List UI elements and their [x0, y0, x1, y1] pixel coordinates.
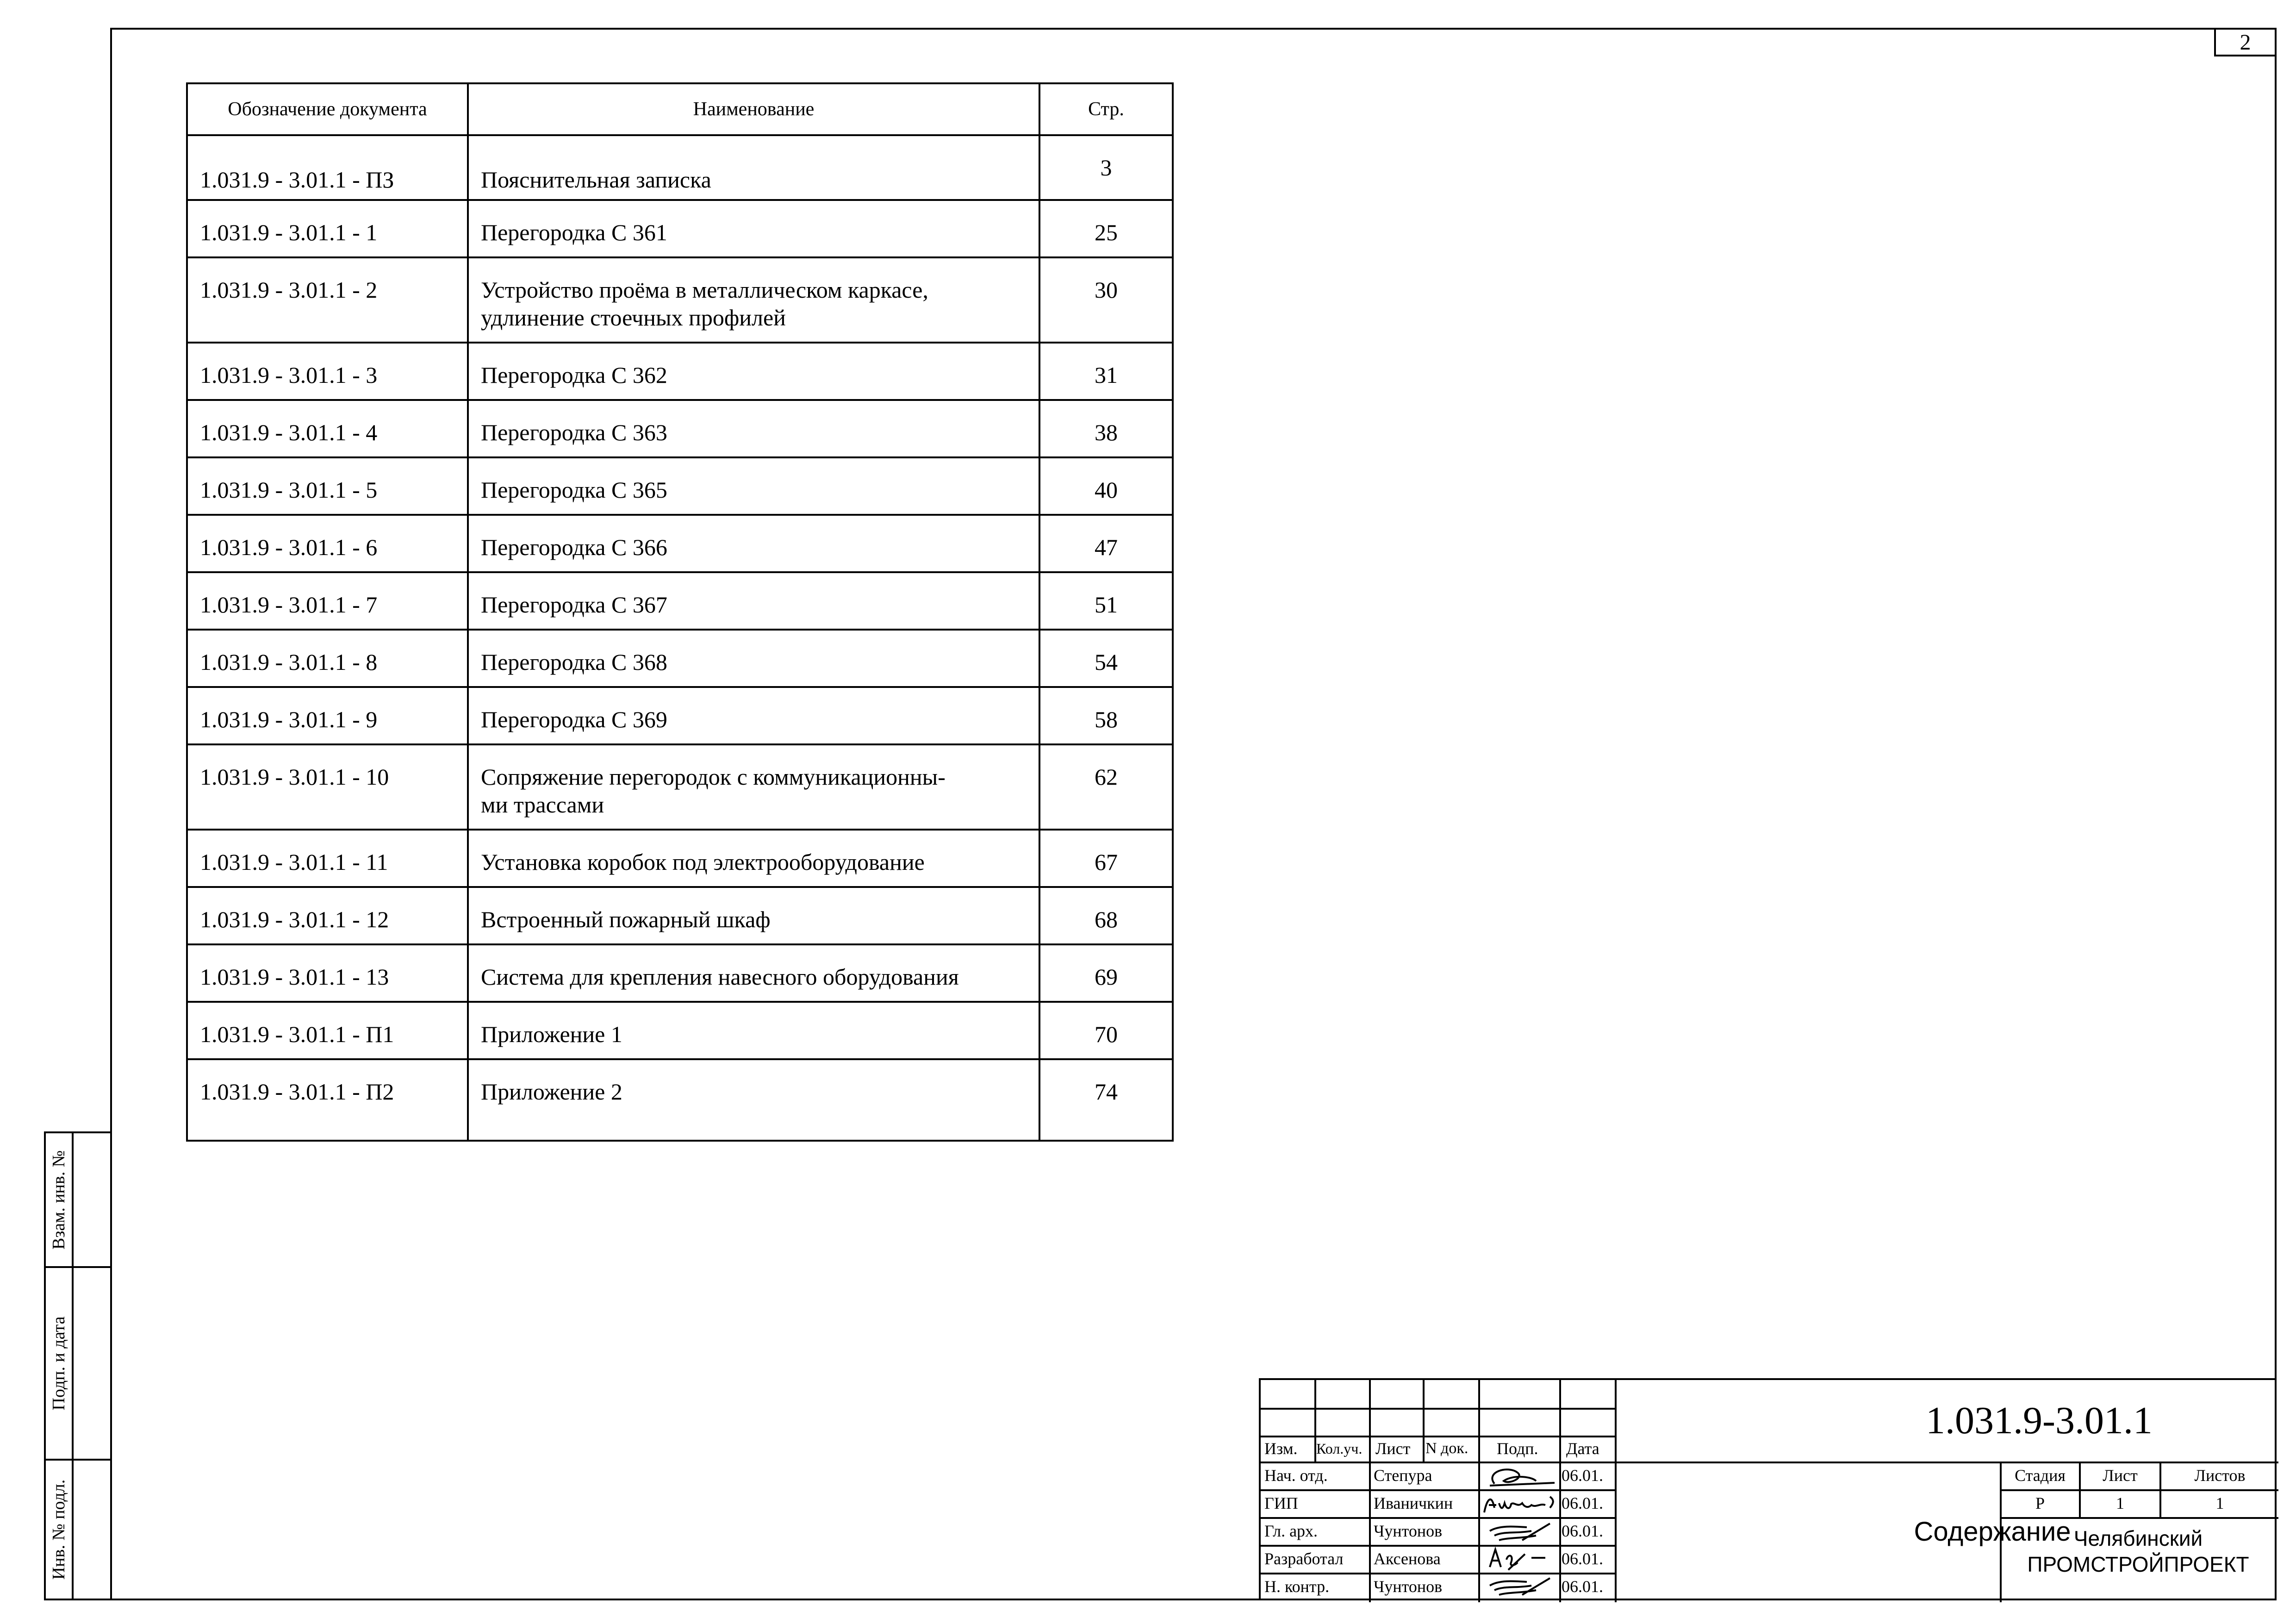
- table-row: [187, 343, 1173, 400]
- staff-date-3: 06.01.: [1562, 1522, 1603, 1540]
- page-number-cell: 38: [1039, 400, 1173, 457]
- document-code-cell: 1.031.9 - 3.01.1 - 11: [187, 830, 468, 887]
- table-row: [187, 744, 1173, 830]
- document-code-cell: 1.031.9 - 3.01.1 - П1: [187, 1002, 468, 1059]
- document-code-cell: 1.031.9 - 3.01.1 - 3: [187, 343, 468, 400]
- document-code: 1.031.9-3.01.1: [1926, 1399, 2153, 1442]
- page-number-cell: 47: [1039, 515, 1173, 572]
- staff-name-3: Чунтонов: [1374, 1522, 1443, 1540]
- document-code-cell: 1.031.9 - 3.01.1 - ПЗ: [187, 135, 468, 200]
- sheet-header: Лист: [2103, 1466, 2138, 1485]
- side-label-signature-date: Подп. и дата: [49, 1316, 68, 1411]
- staff-name-2: Иваничкин: [1374, 1494, 1453, 1512]
- document-name-cell: Перегородка С 361: [468, 200, 1039, 257]
- table-row: [187, 400, 1173, 457]
- document-name-cell: Перегородка С 363: [468, 400, 1039, 457]
- document-code-cell: 1.031.9 - 3.01.1 - 4: [187, 400, 468, 457]
- table-row: [187, 135, 1173, 200]
- document-name-cell: Перегородка С 369: [468, 687, 1039, 744]
- header-document-code: Обозначение документа: [187, 83, 468, 135]
- document-name-cell: Перегородка С 368: [468, 630, 1039, 687]
- tb-header-signature: Подп.: [1497, 1439, 1538, 1458]
- side-strip-original-inventory: [44, 1461, 110, 1600]
- document-name-cell: Перегородка С 365: [468, 457, 1039, 515]
- document-name-cell: Пояснительная записка: [468, 135, 1039, 200]
- document-code-cell: 1.031.9 - 3.01.1 - П2: [187, 1059, 468, 1141]
- staff-role-1: Нач. отд.: [1264, 1466, 1328, 1485]
- table-row: [187, 887, 1173, 944]
- document-code-cell: 1.031.9 - 3.01.1 - 2: [187, 257, 468, 343]
- side-strip-signature-date: [44, 1268, 110, 1461]
- document-code-cell: 1.031.9 - 3.01.1 - 13: [187, 944, 468, 1002]
- document-name-cell: Перегородка С 362: [468, 343, 1039, 400]
- page-number-cell: 69: [1039, 944, 1173, 1002]
- page-number-cell: 70: [1039, 1002, 1173, 1059]
- table-row: [187, 830, 1173, 887]
- page-number-cell: 51: [1039, 572, 1173, 630]
- signature-3: [1481, 1517, 1559, 1545]
- staff-role-2: ГИП: [1264, 1494, 1298, 1512]
- page-number-cell: 68: [1039, 887, 1173, 944]
- staff-role-4: Разработал: [1264, 1549, 1344, 1568]
- sheets-value: 1: [2215, 1494, 2224, 1512]
- signature-5: [1481, 1572, 1559, 1600]
- organization-name: [2000, 1517, 2277, 1577]
- document-code-cell: 1.031.9 - 3.01.1 - 10: [187, 744, 468, 830]
- side-strip-replacement: [44, 1131, 110, 1268]
- document-name-cell: Встроенный пожарный шкаф: [468, 887, 1039, 944]
- document-name-cell: Перегородка С 367: [468, 572, 1039, 630]
- tb-header-change: Изм.: [1264, 1439, 1298, 1458]
- table-row: [187, 630, 1173, 687]
- document-code-cell: 1.031.9 - 3.01.1 - 8: [187, 630, 468, 687]
- staff-date-1: 06.01.: [1562, 1466, 1603, 1485]
- organization-line-1: Челябинский: [2073, 1526, 2203, 1550]
- stage-header: Стадия: [2015, 1466, 2066, 1485]
- side-label-replacement: Взам. инв. №: [49, 1150, 68, 1249]
- signature-4: [1481, 1544, 1559, 1573]
- stage-value: Р: [2035, 1494, 2045, 1512]
- header-page: Стр.: [1039, 83, 1173, 135]
- staff-name-4: Аксенова: [1374, 1549, 1441, 1568]
- document-code-cell: 1.031.9 - 3.01.1 - 7: [187, 572, 468, 630]
- document-code-cell: 1.031.9 - 3.01.1 - 9: [187, 687, 468, 744]
- tb-header-count: Кол.уч.: [1316, 1440, 1363, 1457]
- sheet-value: 1: [2116, 1494, 2124, 1512]
- document-name-cell: Приложение 1: [468, 1002, 1039, 1059]
- page-number-cell: 25: [1039, 200, 1173, 257]
- document-name-cell: Система для крепления навесного оборудования: [468, 944, 1039, 1002]
- tb-header-doc-number: N док.: [1425, 1440, 1468, 1457]
- side-label-original-inventory: Инв. № подл.: [49, 1479, 68, 1580]
- table-row: [187, 457, 1173, 515]
- document-name-cell: Перегородка С 366: [468, 515, 1039, 572]
- document-code-cell: 1.031.9 - 3.01.1 - 6: [187, 515, 468, 572]
- staff-name-1: Степура: [1374, 1466, 1432, 1485]
- document-code-cell: 1.031.9 - 3.01.1 - 12: [187, 887, 468, 944]
- table-row: [187, 200, 1173, 257]
- table-row: [187, 687, 1173, 744]
- document-code-cell: 1.031.9 - 3.01.1 - 5: [187, 457, 468, 515]
- document-code-cell: 1.031.9 - 3.01.1 - 1: [187, 200, 468, 257]
- table-row: [187, 572, 1173, 630]
- signature-2: [1481, 1489, 1564, 1517]
- sheet-title: Содержание: [1914, 1517, 2071, 1547]
- staff-date-4: 06.01.: [1562, 1549, 1603, 1568]
- staff-name-5: Чунтонов: [1374, 1577, 1443, 1596]
- document-name-cell: Приложение 2: [468, 1059, 1039, 1141]
- page-number-cell: 67: [1039, 830, 1173, 887]
- staff-date-2: 06.01.: [1562, 1494, 1603, 1512]
- staff-date-5: 06.01.: [1562, 1577, 1603, 1596]
- staff-role-5: Н. контр.: [1264, 1577, 1330, 1596]
- signature-1: [1481, 1462, 1559, 1489]
- table-row: [187, 257, 1173, 343]
- header-name: Наименование: [468, 83, 1039, 135]
- page-number-cell: 62: [1039, 744, 1173, 830]
- sheet-number: 2: [2214, 28, 2277, 56]
- table-header-row: [187, 83, 1173, 135]
- table-row: [187, 1002, 1173, 1059]
- document-name-cell: Сопряжение перегородок с коммуникационны- ми трассами: [468, 744, 1039, 830]
- sheets-header: Листов: [2194, 1466, 2246, 1485]
- page-number-cell: 58: [1039, 687, 1173, 744]
- tb-header-sheet: Лист: [1375, 1439, 1411, 1458]
- organization-line-2: ПРОМСТРОЙПРОЕКТ: [2027, 1552, 2249, 1576]
- page-number-cell: 30: [1039, 257, 1173, 343]
- table-row: [187, 1059, 1173, 1141]
- table-row: [187, 944, 1173, 1002]
- title-block: [1259, 1378, 2277, 1600]
- contents-table: [186, 82, 1174, 1142]
- tb-header-date: Дата: [1566, 1439, 1599, 1458]
- page-number-cell: 40: [1039, 457, 1173, 515]
- table-row: [187, 515, 1173, 572]
- staff-role-3: Гл. арх.: [1264, 1522, 1318, 1540]
- page-number-cell: 74: [1039, 1059, 1173, 1141]
- page-number-cell: 3: [1039, 135, 1173, 200]
- document-name-cell: Установка коробок под электрооборудование: [468, 830, 1039, 887]
- page-number-cell: 54: [1039, 630, 1173, 687]
- document-name-cell: Устройство проёма в металлическом каркасе, удлинение стоечных профилей: [468, 257, 1039, 343]
- page-number-cell: 31: [1039, 343, 1173, 400]
